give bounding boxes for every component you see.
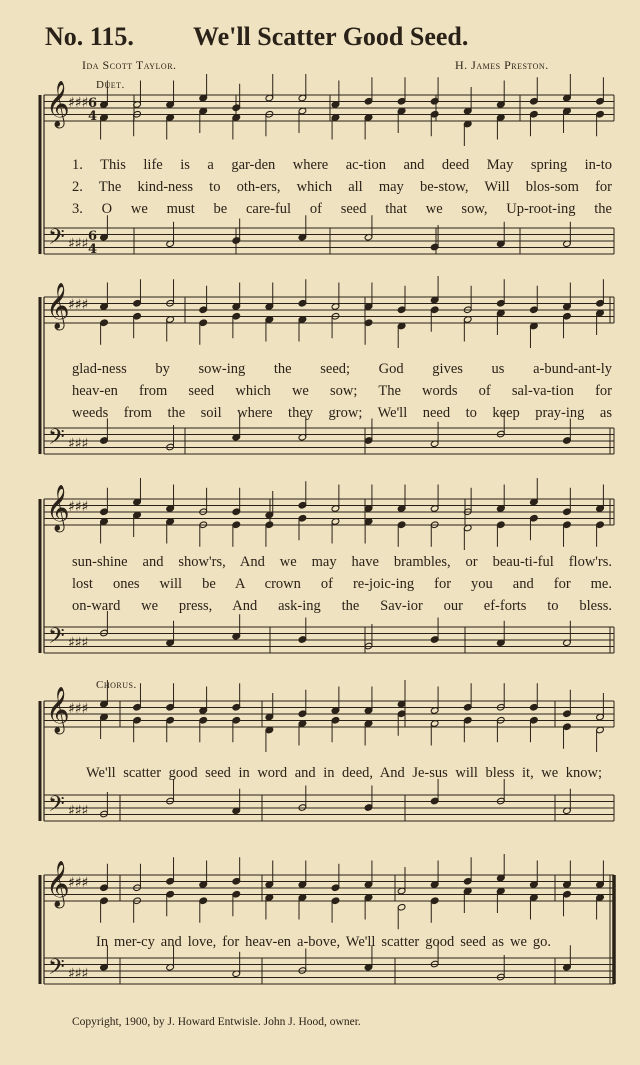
lyricist-credit: Ida Scott Taylor. bbox=[82, 58, 177, 72]
sharp-icon: ♯♯♯ bbox=[68, 966, 89, 982]
sharp-icon: ♯♯♯ bbox=[68, 95, 89, 111]
time-signature-bottom: 4 bbox=[88, 242, 98, 257]
duet-marking: Duet. bbox=[96, 79, 125, 91]
lyric-line: glad-ness by sow-ing the seed; God gives us a-bund-ant-ly bbox=[72, 361, 612, 377]
bass-clef-icon: 𝄢 bbox=[48, 624, 65, 654]
sharp-icon: ♯♯♯ bbox=[68, 236, 89, 252]
hymn-title: We'll Scatter Good Seed. bbox=[193, 22, 469, 51]
lyric-line: sun-shine and show'rs, And we may have brambles, or beau-ti-ful flow'rs. bbox=[72, 554, 612, 570]
treble-clef-icon: 𝄞 bbox=[46, 687, 70, 733]
lyric-line: weeds from the soil where they grow; We'll need to keep pray-ing as bbox=[72, 405, 612, 421]
hymn-number: No. 115. bbox=[45, 22, 134, 51]
sharp-icon: ♯♯♯ bbox=[68, 499, 89, 515]
sharp-icon: ♯♯♯ bbox=[68, 297, 89, 313]
treble-clef-icon: 𝄞 bbox=[46, 81, 70, 127]
chorus-lyric-line: We'll scatter good seed in word and in deed, And Je-sus will bless it, we know; bbox=[86, 765, 602, 781]
lyric-line: 2. The kind-ness to oth-ers, which all may be-stow, Will blos-som for bbox=[72, 179, 612, 195]
composer-credit: H. James Preston. bbox=[455, 58, 549, 72]
treble-clef-icon: 𝄞 bbox=[46, 485, 70, 531]
sharp-icon: ♯♯♯ bbox=[68, 875, 89, 891]
sharp-icon: ♯♯♯ bbox=[68, 701, 89, 717]
sharp-icon: ♯♯♯ bbox=[68, 436, 89, 452]
lyric-line: 1. This life is a gar-den where ac-tion and deed May spring in-to bbox=[72, 157, 612, 173]
lyric-line: on-ward we press, And ask-ing the Sav-ior our ef-forts to bless. bbox=[72, 598, 612, 614]
treble-clef-icon: 𝄞 bbox=[46, 283, 70, 329]
treble-clef-icon: 𝄞 bbox=[46, 861, 70, 907]
lyric-line: lost ones will be A crown of re-joic-ing for you and for me. bbox=[72, 576, 612, 592]
lyric-line: 3. O we must be care-ful of seed that we sow, Up-root-ing the bbox=[72, 201, 612, 217]
copyright-notice: Copyright, 1900, by J. Howard Entwisle. John J. Hood, owner. bbox=[72, 1016, 361, 1028]
sharp-icon: ♯♯♯ bbox=[68, 635, 89, 651]
bass-clef-icon: 𝄢 bbox=[48, 225, 65, 255]
bass-clef-icon: 𝄢 bbox=[48, 955, 65, 985]
time-signature-top: 6 bbox=[88, 229, 98, 244]
sharp-icon: ♯♯♯ bbox=[68, 803, 89, 819]
chorus-marking: Chorus. bbox=[96, 679, 137, 691]
bass-clef-icon: 𝄢 bbox=[48, 792, 65, 822]
chorus-lyric-line: In mer-cy and love, for heav-en a-bove, We'll scatter good seed as we go. bbox=[96, 934, 551, 950]
bass-clef-icon: 𝄢 bbox=[48, 425, 65, 455]
time-signature-top: 6 bbox=[88, 96, 98, 111]
lyric-line: heav-en from seed which we sow; The words of sal-va-tion for bbox=[72, 383, 612, 399]
time-signature-bottom: 4 bbox=[88, 109, 98, 124]
